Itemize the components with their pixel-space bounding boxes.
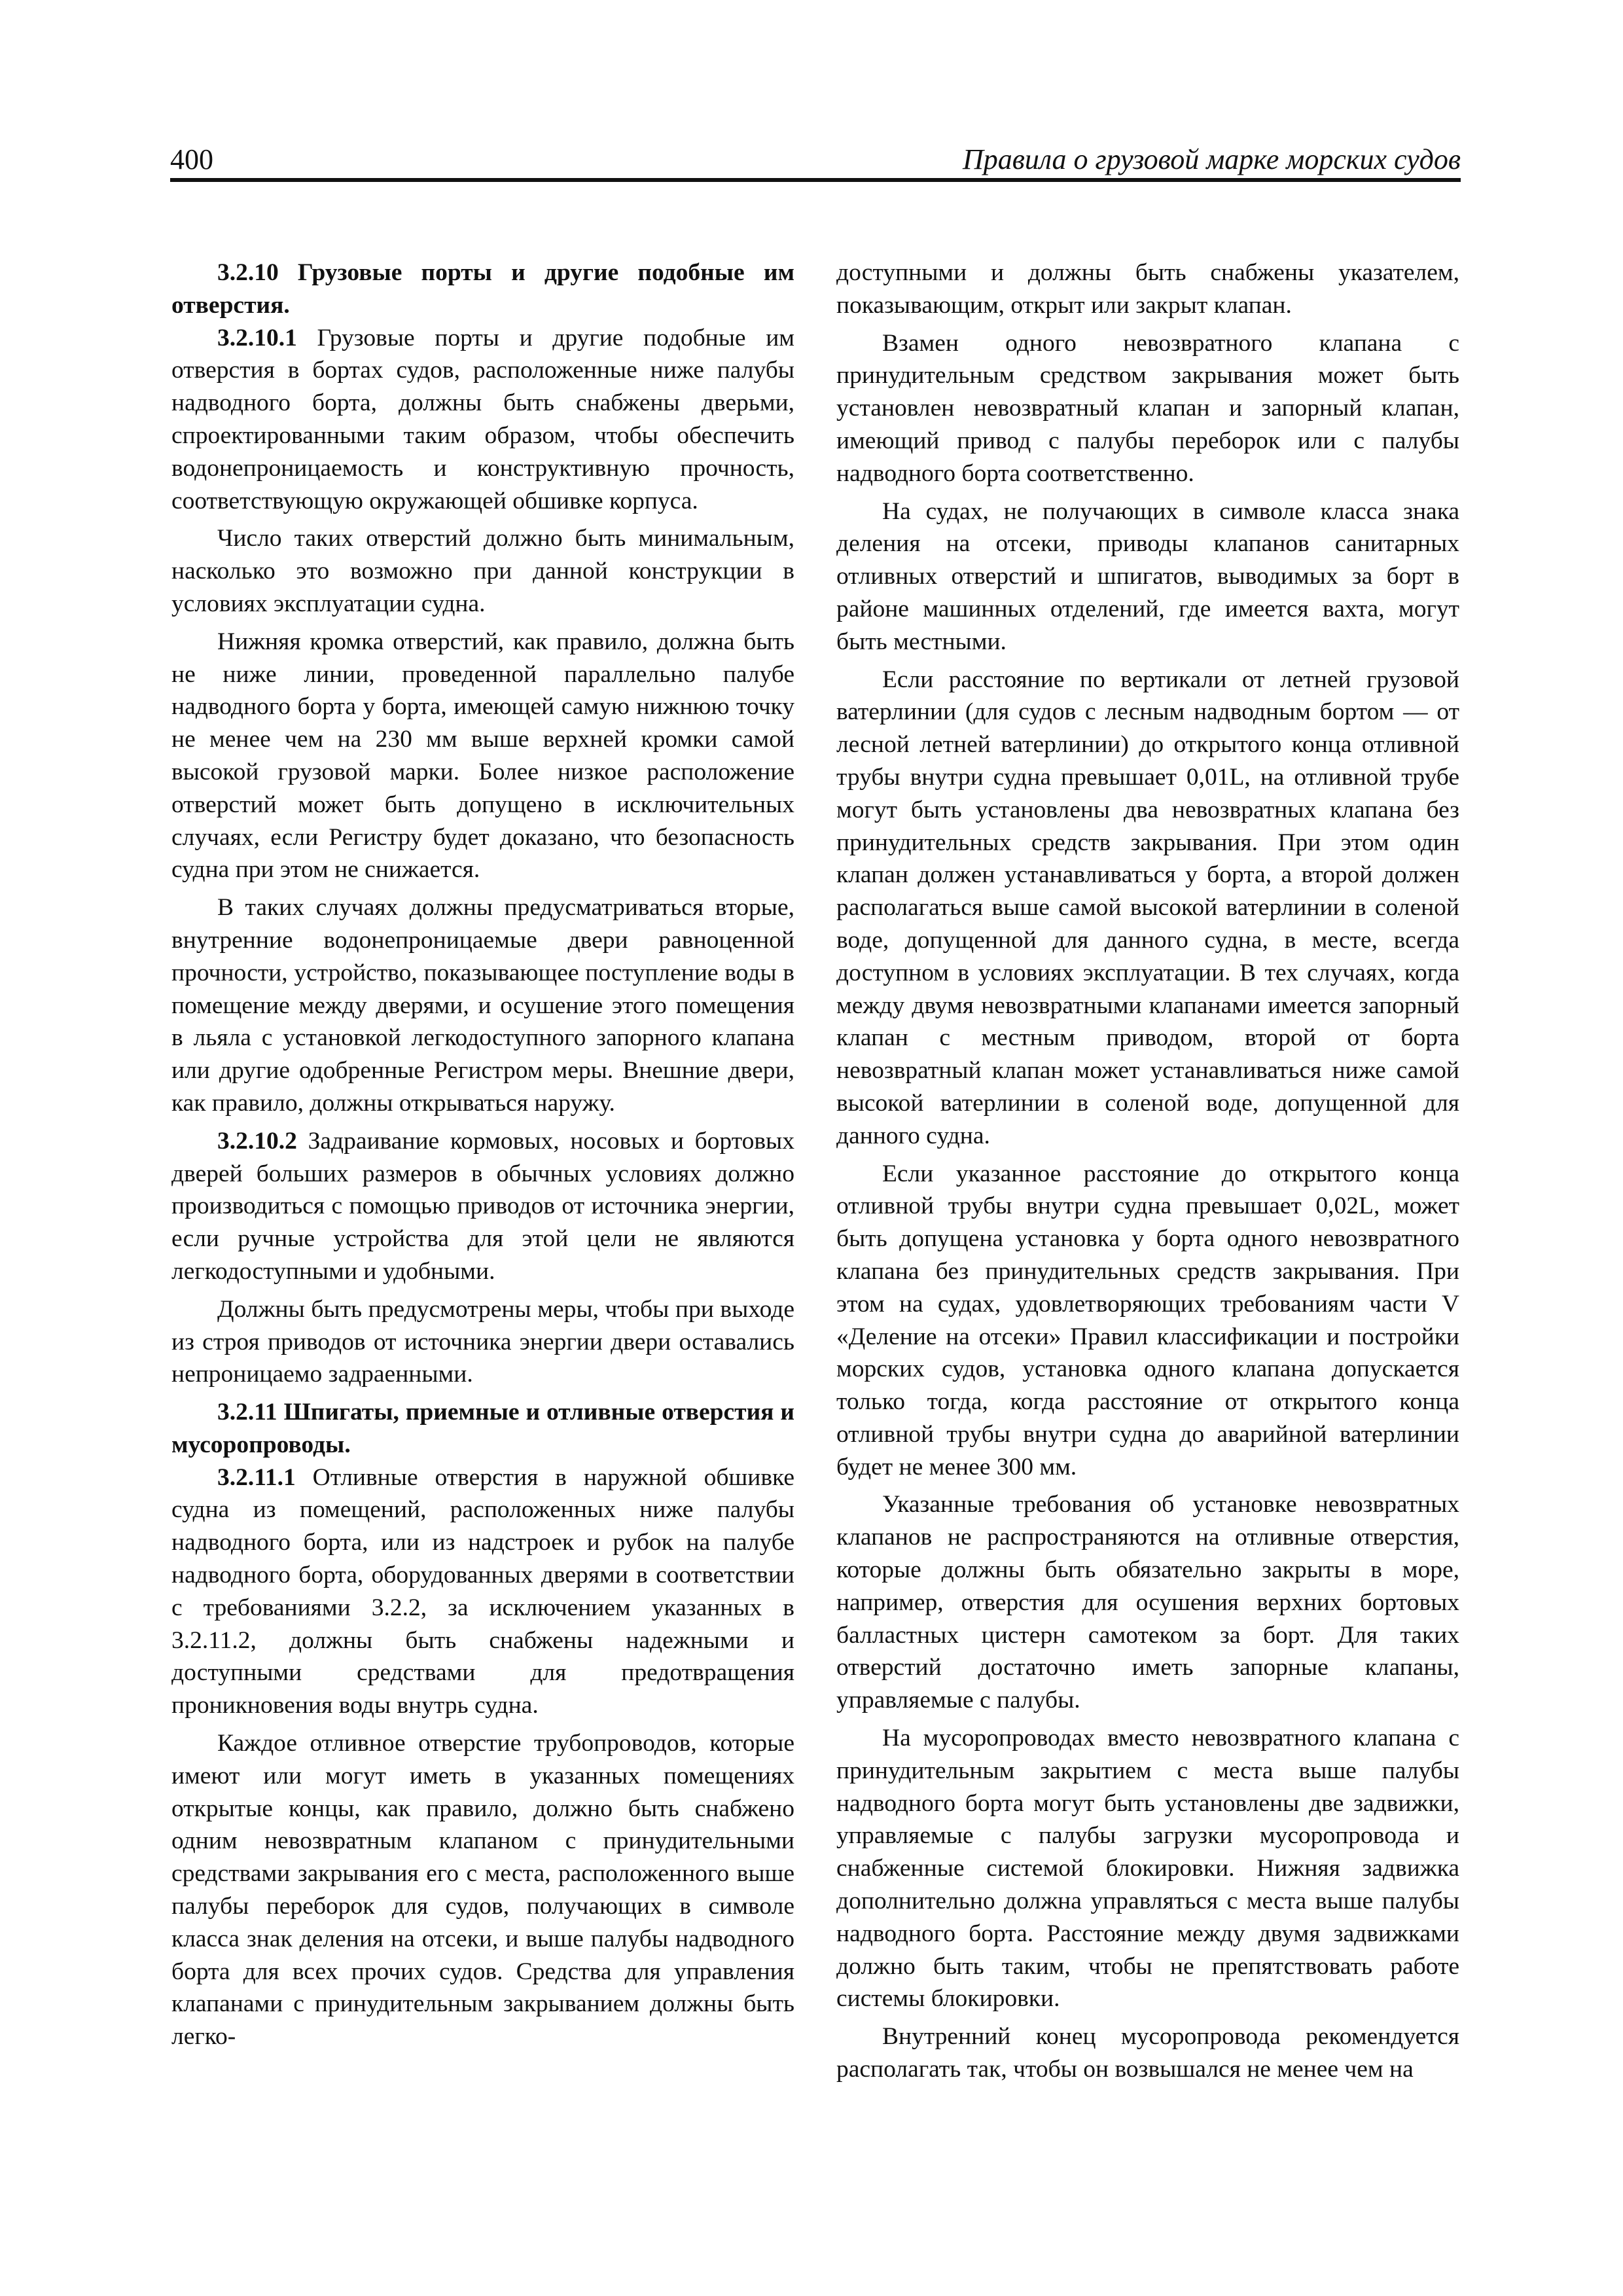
clause-number-3-2-10-2: 3.2.10.2 [217,1127,297,1155]
paragraph: Внутренний конец мусоропровода рекомендуется располагать так, чтобы он возвышался не менее чем на [836,2023,1459,2083]
running-title: Правила о грузовой марке морских судов [962,143,1461,175]
paragraph: Если расстояние по вертикали от летней грузовой ватерлинии (для судов с лесным надводным бортом — от лесной летней ватерлинии) до открытого конца отливной трубы внутри судна превышает 0,01L, на отливной трубе могут быть установлены два невозвратных клапана без принудительных средств закрывания. При этом один клапан должен устанавливаться у борта, а второй должен располагаться выше самой высокой ватерлинии в соленой воде, допущенной для данного судна, в месте, всегда доступном в условиях эксплуатации. В тех случаях, когда между двумя невозвратными клапанами имеется запорный клапан с местным приводом, второй от борта невозвратный клапан может устанавливаться ниже самой высокой ватерлинии в соленой воде, допущенной для данного судна. [836,666,1459,1149]
left-column [171,257,794,2058]
clause-number-3-2-10-1: 3.2.10.1 [217,324,297,351]
paragraph: В таких случаях должны предусматриваться вторые, внутренние водонепроницаемые двери равноценной прочности, устройство, показывающее поступление воды в помещение между дверями, и осушение этого помещения в льяла с установкой легкодоступного запорного клапана или другие одобренные Регистром меры. Внешние двери, как правило, должны открываться наружу. [171,894,794,1117]
paragraph: Указанные требования об установке невозвратных клапанов не распространяются на отливные отверстия, которые должны быть обязательно закрыты в море, например, отверстия для осушения верхних бортовых балластных цистерн самотеком за борт. Для таких отверстий достаточно иметь запорные клапаны, управляемые с палубы. [836,1491,1459,1714]
paragraph-text: Отливные отверстия в наружной обшивке судна из помещений, расположенных ниже палубы надводного борта, или из надстроек и рубок на палубе надводного борта, оборудованных дверями в соответствии с требованиями 3.2.2, за исключением указанных в 3.2.11.2, должны быть снабжены надежными и доступными средствами для предотвращения проникновения воды внутрь судна. [171,1463,794,1719]
paragraph-text: Грузовые порты и другие подобные им отверстия в бортах судов, расположенные ниже палубы надводного борта, должны быть снабжены дверьми, спроектированными таким образом, чтобы обеспечить водонепроницаемость и конструктивную прочность, соответствующую окружающей обшивке корпуса. [171,324,794,514]
paragraph-continued: доступными и должны быть снабжены указателем, показывающим, открыт или закрыт клапан. [836,259,1459,319]
paragraph-3-2-10-1 [171,322,794,518]
paragraph-3-2-11-1 [171,1462,794,1722]
paragraph: Взамен одного невозвратного клапана с принудительным средством закрывания может быть установлен невозвратный клапан и запорный клапан, имеющий привод с палубы переборок или с палубы надводного борта соответственно. [836,329,1459,487]
header-rule [170,178,1461,182]
right-column [836,257,1459,2091]
paragraph: Каждое отливное отверстие трубопроводов, которые имеют или могут иметь в указанных помещениях открытые концы, как правило, должно быть снабжено одним невозвратным клапаном с принудительными средствами закрывания его с места, расположенного выше палубы переборок для судов, получающих в символе класса знак деления на отсеки, и выше палубы надводного борта для всех прочих судов. Средства для управления клапанами с принудительным закрыванием должны быть легко- [171,1730,794,2051]
section-heading-3-2-10: 3.2.10 Грузовые порты и другие подобные им отверстия. [171,259,794,319]
clause-number-3-2-11-1: 3.2.11.1 [217,1463,296,1491]
paragraph: Должны быть предусмотрены меры, чтобы при выходе из строя приводов от источника энергии двери оставались непроницаемо задраенными. [171,1295,794,1388]
paragraph: Если указанное расстояние до открытого конца отливной трубы внутри судна превышает 0,02L, может быть допущена установка у борта одного невозвратного клапана без принудительных средств закрывания. При этом на судах, удовлетворяющих требованиям части V «Деление на отсеки» Правил классификации и постройки морских судов, установка одного клапана допускается только тогда, когда расстояние от открытого конца отливной трубы внутри судна до аварийной ватерлинии будет не менее 300 мм. [836,1160,1459,1480]
paragraph-text: Задраивание кормовых, носовых и бортовых дверей больших размеров в обычных условиях должно производиться с помощью приводов от источника энергии, если ручные устройства для этой цели не являются легкодоступными и удобными. [171,1127,794,1285]
paragraph: На мусоропроводах вместо невозвратного клапана с принудительным закрытием с места выше палубы надводного борта могут быть установлены две задвижки, управляемые с палубы загрузки мусоропровода и снабженные системой блокировки. Нижняя задвижка дополнительно должна управляться с места выше палубы надводного борта. Расстояние между двумя задвижками должно быть таким, чтобы не препятствовать работе системы блокировки. [836,1725,1459,2013]
paragraph: На судах, не получающих в символе класса знака деления на отсеки, приводы клапанов санитарных отливных отверстий и шпигатов, выводимых за борт в районе машинных отделений, где имеется вахта, могут быть местными. [836,497,1459,655]
paragraph-3-2-10-2 [171,1125,794,1288]
paragraph: Число таких отверстий должно быть минимальным, насколько это возможно при данной конструкции в условиях эксплуатации судна. [171,525,794,617]
section-heading-3-2-11: 3.2.11 Шпигаты, приемные и отливные отверстия и мусоропроводы. [171,1399,794,1458]
page-number: 400 [170,143,213,175]
page-header [170,143,1461,179]
paragraph: Нижняя кромка отверстий, как правило, должна быть не ниже линии, проведенной параллельно палубе надводного борта у борта, имеющей самую нижнюю точку не менее чем на 230 мм выше верхней кромки самой высокой грузовой марки. Более низкое расположение отверстий может быть допущено в исключительных случаях, если Регистру будет доказано, что безопасность судна при этом не снижается. [171,628,794,884]
